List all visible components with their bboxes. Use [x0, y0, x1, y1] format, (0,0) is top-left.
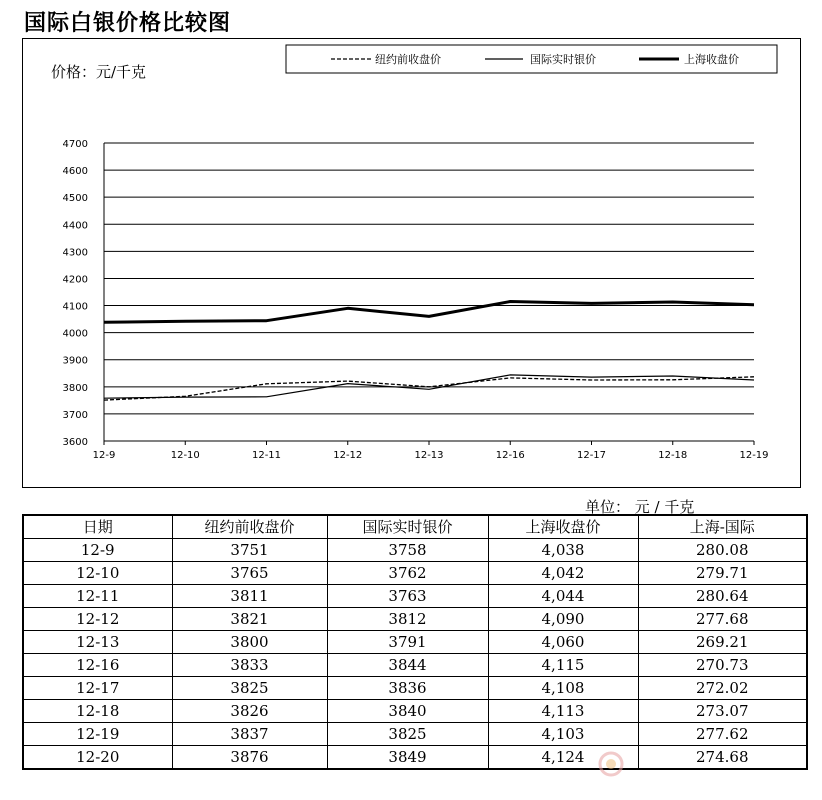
table-cell: 3758 [327, 539, 488, 562]
table-cell: 4,103 [488, 723, 638, 746]
y-tick-label: 4000 [62, 328, 88, 340]
table-cell: 12-18 [23, 700, 172, 723]
table-row [23, 700, 807, 723]
table-cell: 12-17 [23, 677, 172, 700]
table-row [23, 631, 807, 654]
table-cell: 270.73 [638, 654, 807, 677]
table-cell: 277.68 [638, 608, 807, 631]
y-tick-label: 4200 [62, 274, 88, 286]
table-row [23, 746, 807, 770]
table-cell: 280.08 [638, 539, 807, 562]
table-cell: 3821 [172, 608, 327, 631]
y-axis-label: 价格：元/千克 [51, 63, 147, 81]
table-cell: 12-12 [23, 608, 172, 631]
table-header-row [23, 515, 807, 539]
table-cell: 4,113 [488, 700, 638, 723]
y-tick-label: 4400 [62, 220, 88, 232]
table-cell: 12-11 [23, 585, 172, 608]
table-cell: 3833 [172, 654, 327, 677]
y-tick-label: 3700 [62, 409, 88, 421]
table-cell: 12-10 [23, 562, 172, 585]
table-cell: 3849 [327, 746, 488, 770]
table-row [23, 654, 807, 677]
y-tick-label: 4700 [62, 139, 88, 150]
table-cell: 274.68 [638, 746, 807, 770]
unit-label: 单位： 元 / 千克 [585, 498, 695, 516]
x-tick-label: 12-17 [576, 450, 607, 461]
table-header-cell: 上海-国际 [638, 515, 807, 539]
page-title: 国际白银价格比较图 [24, 11, 232, 36]
table-cell: 280.64 [638, 585, 807, 608]
y-tick-label: 3800 [62, 382, 88, 394]
table-cell: 12-9 [23, 539, 172, 562]
y-tick-label: 4100 [62, 301, 88, 313]
table-header-cell: 上海收盘价 [488, 515, 638, 539]
table-row [23, 608, 807, 631]
x-tick-label: 12-10 [170, 450, 200, 461]
y-tick-label: 3600 [62, 437, 88, 448]
table-header-cell: 纽约前收盘价 [172, 515, 327, 539]
table-cell: 277.62 [638, 723, 807, 746]
x-tick-label: 12-18 [658, 450, 688, 461]
table-row [23, 585, 807, 608]
table-cell: 4,044 [488, 585, 638, 608]
legend-label-2: 国际实时银价 [530, 53, 596, 66]
table-cell: 273.07 [638, 700, 807, 723]
table-cell: 4,042 [488, 562, 638, 585]
table-cell: 12-19 [23, 723, 172, 746]
table-cell: 3825 [172, 677, 327, 700]
y-tick-label: 3900 [62, 355, 88, 367]
table-row [23, 723, 807, 746]
table-cell: 269.21 [638, 631, 807, 654]
series-line-3 [104, 302, 754, 323]
table-cell: 12-16 [23, 654, 172, 677]
y-tick-label: 4600 [62, 166, 88, 178]
table-header-cell: 日期 [23, 515, 172, 539]
table-cell: 3762 [327, 562, 488, 585]
table-cell: 12-13 [23, 631, 172, 654]
y-tick-label: 4300 [62, 247, 88, 259]
legend-label-3: 上海收盘价 [684, 53, 739, 66]
table-cell: 4,090 [488, 608, 638, 631]
table-cell: 3825 [327, 723, 488, 746]
table-cell: 4,060 [488, 631, 638, 654]
table-cell: 3800 [172, 631, 327, 654]
table-cell: 3811 [172, 585, 327, 608]
x-tick-label: 12-11 [251, 450, 282, 461]
table-cell: 279.71 [638, 562, 807, 585]
table-cell: 3791 [327, 631, 488, 654]
x-tick-label: 12-19 [739, 450, 769, 461]
table-row [23, 539, 807, 562]
table-cell: 3840 [327, 700, 488, 723]
data-table [22, 514, 808, 770]
table-row [23, 562, 807, 585]
chart-frame [22, 38, 801, 488]
x-tick-label: 12-16 [495, 450, 525, 461]
table-cell: 3837 [172, 723, 327, 746]
table-row [23, 677, 807, 700]
table-cell: 4,038 [488, 539, 638, 562]
x-tick-label: 12-12 [333, 450, 363, 461]
line-chart [23, 39, 802, 489]
table-cell: 4,115 [488, 654, 638, 677]
table-cell: 4,124 [488, 746, 638, 770]
table-cell: 3844 [327, 654, 488, 677]
table-cell: 3765 [172, 562, 327, 585]
table-cell: 3763 [327, 585, 488, 608]
table-cell: 3836 [327, 677, 488, 700]
table-cell: 3876 [172, 746, 327, 770]
legend-label-1: 纽约前收盘价 [375, 53, 441, 66]
table-cell: 272.02 [638, 677, 807, 700]
table-cell: 4,108 [488, 677, 638, 700]
table-header-cell: 国际实时银价 [327, 515, 488, 539]
y-tick-label: 4500 [62, 193, 88, 205]
table-cell: 3826 [172, 700, 327, 723]
table-cell: 12-20 [23, 746, 172, 770]
x-tick-label: 12-13 [414, 450, 444, 461]
table-cell: 3812 [327, 608, 488, 631]
x-tick-label: 12-9 [92, 450, 116, 461]
table-cell: 3751 [172, 539, 327, 562]
